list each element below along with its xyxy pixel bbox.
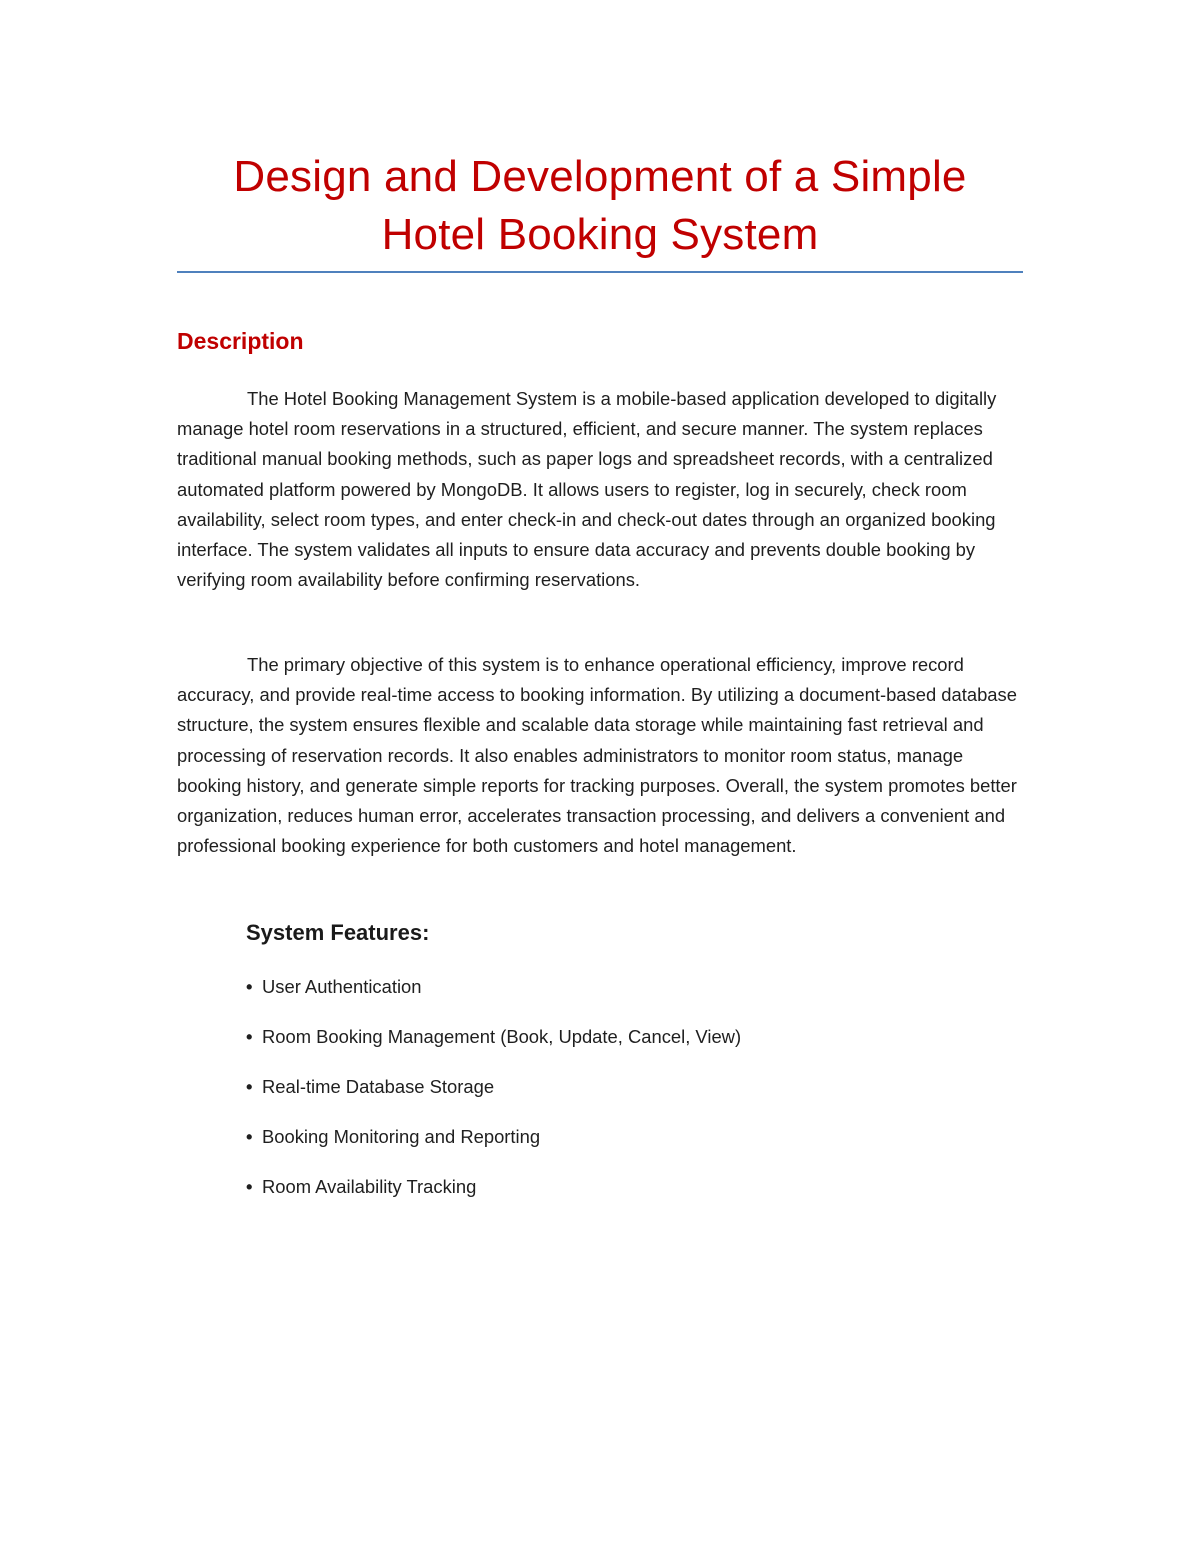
list-item (246, 1123, 741, 1173)
list-item (246, 973, 741, 1023)
bullet-icon: • (246, 1126, 253, 1147)
system-features-heading: System Features: (246, 920, 430, 945)
list-item (246, 1173, 741, 1223)
feature-label: User Authentication (262, 976, 422, 997)
feature-label: Booking Monitoring and Reporting (262, 1126, 541, 1147)
description-heading: Description (177, 328, 304, 354)
title-line-2: Hotel Booking System (381, 210, 819, 259)
paragraph-2-text: The primary objective of this system is to enhance operational efficiency, improve record accuracy, and provide real-time access to booking information. By utilizing a document-based database structure, the system ensures flexible and scalable data storage while maintaining fast retrieval and processing of reservation records. It also enables administrators to monitor room status, manage booking history, and generate simple reports for tracking purposes. Overall, the system promotes better organization, reduces human error, accelerates transaction processing, and delivers a convenient and professional booking experience for both customers and hotel management. (177, 654, 1017, 857)
description-paragraph-2 (177, 650, 1023, 861)
description-paragraph-1 (177, 384, 1023, 595)
bullet-icon: • (246, 1076, 253, 1097)
bullet-icon: • (246, 1176, 253, 1197)
title-underline-rule (177, 271, 1023, 273)
feature-label: Real-time Database Storage (262, 1076, 495, 1097)
list-item (246, 1073, 741, 1123)
list-item (246, 1023, 741, 1073)
bullet-icon: • (246, 976, 253, 997)
feature-label: Room Availability Tracking (262, 1176, 477, 1197)
title-line-1: Design and Development of a Simple (233, 152, 967, 201)
bullet-icon: • (246, 1026, 253, 1047)
document-title (177, 148, 1023, 264)
feature-list (246, 973, 741, 1223)
paragraph-1-text: The Hotel Booking Management System is a mobile-based application developed to digitally manage hotel room reservations in a structured, efficient, and secure manner. The system replaces traditional manual booking methods, such as paper logs and spreadsheet records, with a centralized automated platform powered by MongoDB. It allows users to register, log in securely, check room availability, select room types, and enter check-in and check-out dates through an organized booking interface. The system validates all inputs to ensure data accuracy and prevents double booking by verifying room availability before confirming reservations. (177, 388, 997, 591)
feature-label: Room Booking Management (Book, Update, Cancel, View) (262, 1026, 742, 1047)
